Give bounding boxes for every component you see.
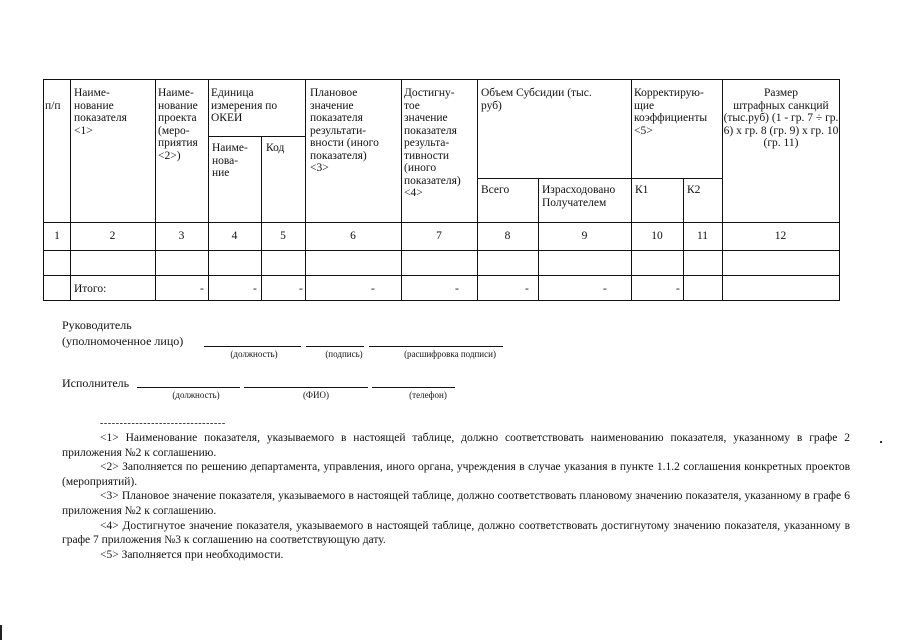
table-rule bbox=[43, 250, 840, 251]
table-rule bbox=[43, 275, 840, 276]
header-project-name: Наиме- нование проекта (меро- приятия <2>) bbox=[158, 87, 198, 162]
total-cell: - bbox=[676, 283, 680, 295]
table-rule bbox=[208, 136, 305, 137]
header-unit-code: Код bbox=[266, 142, 285, 154]
header-subsidy-volume: Объем Субсидии (тыс. руб) bbox=[481, 87, 592, 112]
header-number: п/п bbox=[45, 100, 61, 112]
total-cell: - bbox=[371, 283, 375, 295]
header-penalty-size: Размер штрафных санкций (тыс.руб) (1 - гр. 7 ÷ гр. 6) х гр. 8 (гр. 9) х гр. 10 (гр. 11) bbox=[723, 87, 839, 149]
table-col-line bbox=[208, 79, 209, 301]
caption-full-name: (ФИО) bbox=[302, 390, 330, 400]
column-number: 3 bbox=[178, 230, 185, 242]
column-number: 5 bbox=[280, 230, 286, 242]
column-number: 6 bbox=[350, 230, 356, 242]
table-border-right bbox=[839, 79, 840, 301]
table-col-line bbox=[305, 79, 306, 301]
footnote-item: <5> Заполняется при необходимости. bbox=[100, 548, 284, 561]
table-col-line bbox=[477, 79, 478, 301]
total-cell: - bbox=[299, 283, 303, 295]
footnote-item: <1> Наименование показателя, указываемого в настоящей таблице, должно соответствовать наименованию показателя, указанному в графе 2 приложения №2 к соглашению. bbox=[62, 432, 850, 459]
header-coefficients: Корректирую- щие коэффициенты <5> bbox=[634, 87, 708, 137]
total-cell: - bbox=[603, 283, 607, 295]
caption-phone: (телефон) bbox=[409, 390, 447, 400]
table-rule bbox=[477, 178, 722, 179]
column-number: 8 bbox=[504, 230, 511, 242]
caption-signature-decoding: (расшифровка подписи) bbox=[404, 349, 496, 359]
scan-dot bbox=[880, 441, 882, 443]
head-label: Руководитель bbox=[62, 318, 132, 332]
total-cell: - bbox=[200, 283, 204, 295]
table-col-line bbox=[261, 136, 262, 301]
caption-signature: (подпись) bbox=[325, 349, 363, 359]
column-number: 9 bbox=[581, 230, 588, 242]
table-col-line bbox=[631, 79, 632, 301]
table-col-line bbox=[155, 79, 156, 301]
footnote-item: <3> Плановое значение показателя, указываемого в настоящей таблице, должно соответствовать плановому значению показателя, указанному в графе 6 приложения №2 к соглашению. bbox=[62, 490, 850, 517]
column-number: 12 bbox=[774, 230, 787, 242]
signature-line bbox=[244, 387, 368, 388]
column-number: 2 bbox=[109, 230, 116, 242]
footnote-item: <2> Заполняется по решению департамента, управления, иного органа, учреждения в случае указания в пункте 1.1.2 соглашения конкретных проектов (мероприятий). bbox=[62, 461, 850, 488]
column-number: 1 bbox=[54, 230, 60, 242]
header-k2: К2 bbox=[687, 184, 701, 196]
total-cell: - bbox=[455, 283, 459, 295]
scan-edge-mark bbox=[0, 625, 2, 640]
header-subsidy-spent: Израсходовано Получателем bbox=[542, 184, 616, 209]
total-label: Итого: bbox=[74, 283, 107, 295]
total-cell: - bbox=[253, 283, 257, 295]
signature-line bbox=[137, 387, 240, 388]
header-subsidy-total: Всего bbox=[481, 184, 510, 196]
signature-line bbox=[306, 346, 364, 347]
signature-line bbox=[204, 346, 301, 347]
footnote-list bbox=[62, 431, 850, 562]
signature-line bbox=[369, 346, 503, 347]
footnote-item: <4> Достигнутое значение показателя, указываемого в настоящей таблице, должно соответствовать достигнутому значению показателя, указанному в графе 7 приложения №3 к соглашению на соответствующую дату. bbox=[62, 519, 850, 547]
header-unit-okei: Единица измерения по ОКЕИ bbox=[211, 87, 278, 124]
header-k1: К1 bbox=[635, 184, 649, 196]
executor-label: Исполнитель bbox=[62, 376, 130, 390]
signature-line bbox=[372, 387, 455, 388]
column-number: 7 bbox=[436, 230, 442, 242]
table-rule bbox=[43, 222, 840, 223]
total-cell: - bbox=[525, 283, 529, 295]
header-unit-name: Наиме- нова- ние bbox=[212, 142, 248, 179]
caption-position: (должность) bbox=[172, 390, 220, 400]
footnote-separator: -------------------------------- bbox=[100, 418, 226, 429]
table-border-bottom bbox=[43, 300, 840, 301]
table-border-top bbox=[43, 79, 840, 80]
header-indicator-name: Наиме- нование показателя <1> bbox=[74, 87, 127, 137]
table-col-line bbox=[70, 79, 71, 301]
header-achieved-value: Достигну- тое значение показателя результа- тивности (иного показателя) <4> bbox=[404, 87, 461, 199]
head-label-authorized: (уполномоченное лицо) bbox=[62, 334, 184, 348]
header-planned-value: Плановое значение показателя результати- вности (иного показателя) <3> bbox=[310, 87, 379, 174]
column-number: 4 bbox=[231, 230, 238, 242]
table-col-line bbox=[401, 79, 402, 301]
column-number: 10 bbox=[651, 230, 663, 242]
table-border-left bbox=[43, 79, 44, 301]
column-number: 11 bbox=[696, 230, 709, 242]
caption-position: (должность) bbox=[230, 349, 278, 359]
